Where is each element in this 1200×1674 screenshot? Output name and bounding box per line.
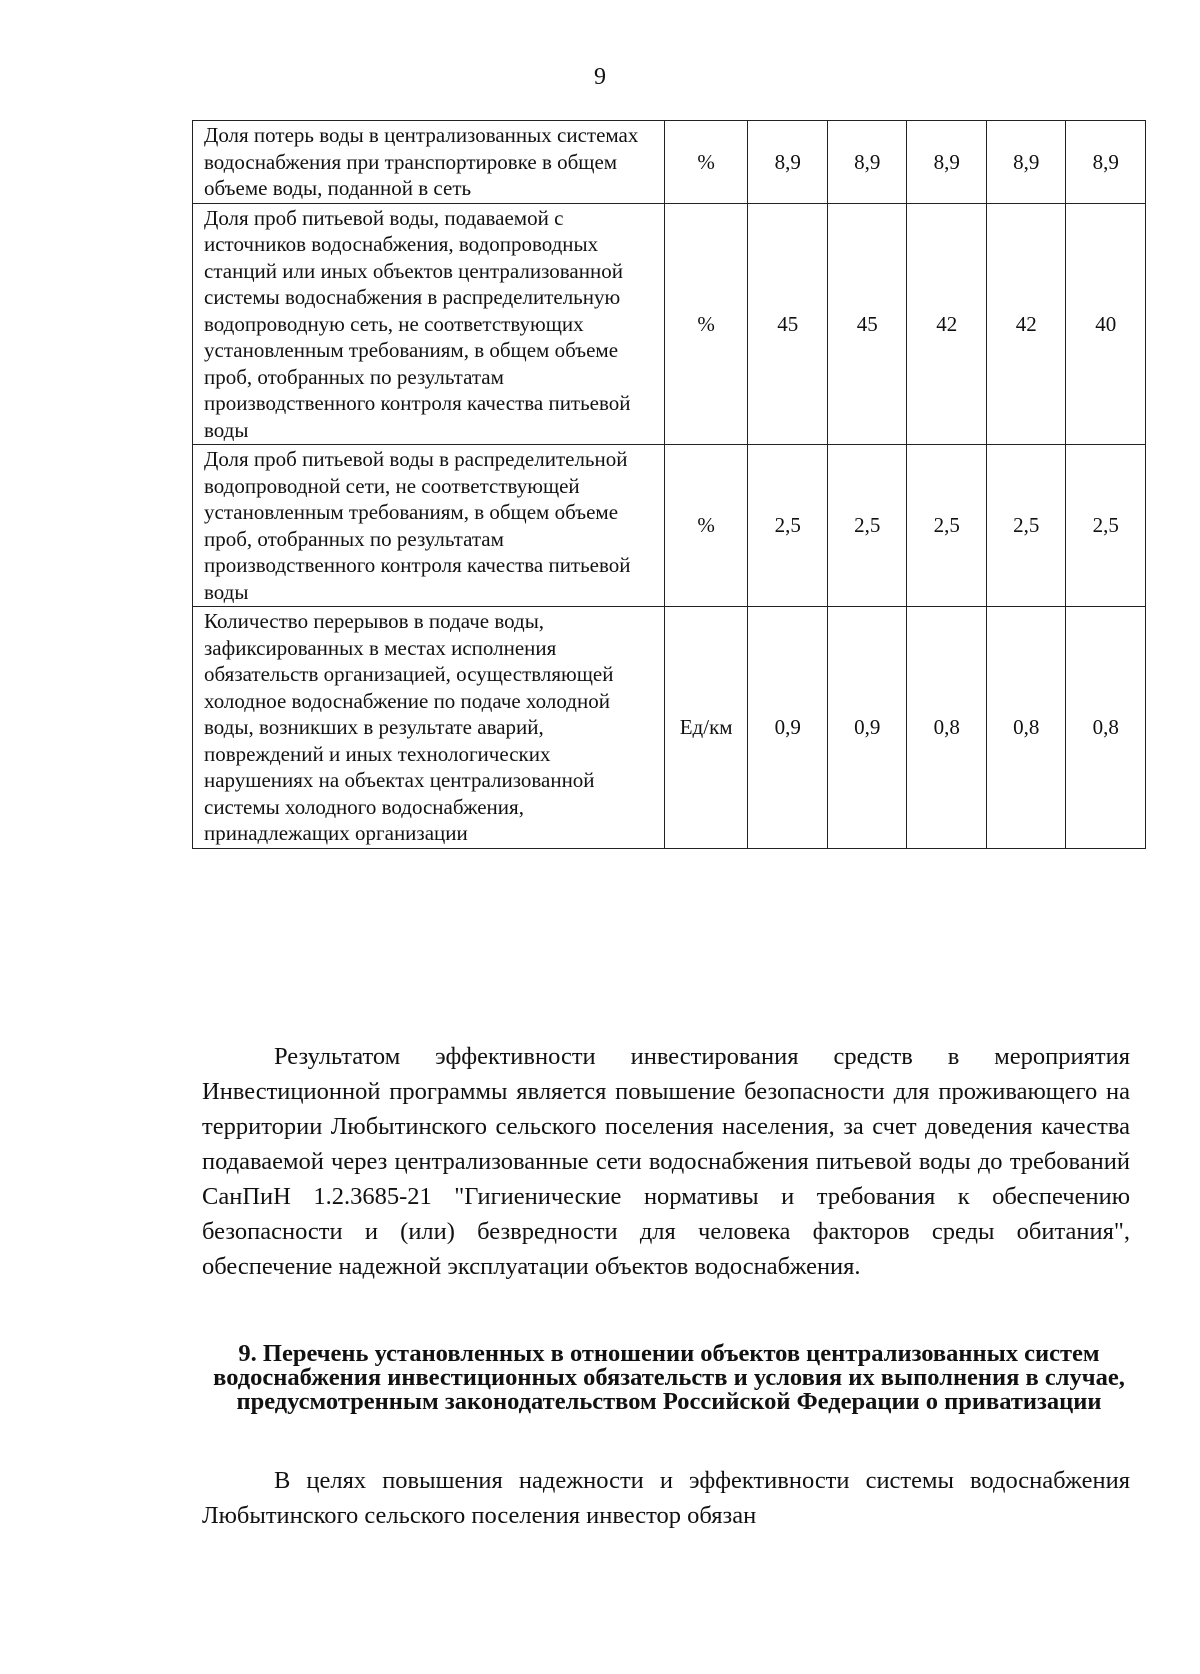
value-cell: 2,5	[748, 445, 828, 607]
value-cell: 8,9	[1066, 121, 1146, 204]
value-cell: 8,9	[827, 121, 907, 204]
indicator-name: Доля потерь воды в централизованных системах водоснабжения при транспортировке в общем объеме воды, поданной в сеть	[193, 121, 665, 204]
table-row	[193, 607, 1146, 849]
unit-cell: Ед/км	[664, 607, 748, 849]
table-row	[193, 203, 1146, 445]
efficiency-paragraph: Результатом эффективности инвестирования средств в мероприятия Инвестиционной программы является повышение безопасности для проживающего на территории Любытинского сельского поселения населения, за счет доведения качества подаваемой через централизованные сети водоснабжения питьевой воды до требований СанПиН 1.2.3685-21 "Гигиенические нормативы и требования к обеспечению безопасности и (или) безвредности для человека факторов среды обитания", обеспечение надежной эксплуатации объектов водоснабжения.	[202, 1043, 1130, 1280]
section-heading: 9. Перечень установленных в отношении объектов централизованных систем водоснабжения инвестиционных обязательств и условия их выполнения в случае, предусмотренным законодательством Российской Федерации о приватизации	[213, 1340, 1125, 1415]
indicators-table	[192, 120, 1146, 849]
value-cell: 0,8	[1066, 607, 1146, 849]
page-number: 9	[594, 64, 606, 90]
value-cell: 2,5	[986, 445, 1066, 607]
unit-cell: %	[664, 121, 748, 204]
unit-cell: %	[664, 445, 748, 607]
value-cell: 42	[986, 203, 1066, 445]
value-cell: 0,9	[827, 607, 907, 849]
value-cell: 0,9	[748, 607, 828, 849]
value-cell: 8,9	[986, 121, 1066, 204]
table-row	[193, 121, 1146, 204]
value-cell: 2,5	[1066, 445, 1146, 607]
value-cell: 40	[1066, 203, 1146, 445]
table-row	[193, 445, 1146, 607]
indicator-name: Доля проб питьевой воды в распределительной водопроводной сети, не соответствующей установленным требованиям, в общем объеме проб, отобранных по результатам производственного контроля качества питьевой воды	[193, 445, 665, 607]
value-cell: 45	[748, 203, 828, 445]
indicator-name: Количество перерывов в подаче воды, зафиксированных в местах исполнения обязательств организацией, осуществляющей холодное водоснабжение по подаче холодной воды, возникших в результате аварий, повреждений и иных технологических нарушениях на объектах централизованной системы холодного водоснабжения, принадлежащих организации	[193, 607, 665, 849]
obligations-paragraph: В целях повышения надежности и эффективности системы водоснабжения Любытинского сельского поселения инвестор обязан	[202, 1467, 1130, 1529]
value-cell: 42	[907, 203, 987, 445]
value-cell: 8,9	[748, 121, 828, 204]
indicator-name: Доля проб питьевой воды, подаваемой с источников водоснабжения, водопроводных станций или иных объектов централизованной системы водоснабжения в распределительную водопроводную сеть, не соответствующих установленным требованиям, в общем объеме проб, отобранных по результатам производственного контроля качества питьевой воды	[193, 203, 665, 445]
value-cell: 0,8	[907, 607, 987, 849]
value-cell: 0,8	[986, 607, 1066, 849]
value-cell: 2,5	[827, 445, 907, 607]
value-cell: 8,9	[907, 121, 987, 204]
value-cell: 2,5	[907, 445, 987, 607]
value-cell: 45	[827, 203, 907, 445]
unit-cell: %	[664, 203, 748, 445]
